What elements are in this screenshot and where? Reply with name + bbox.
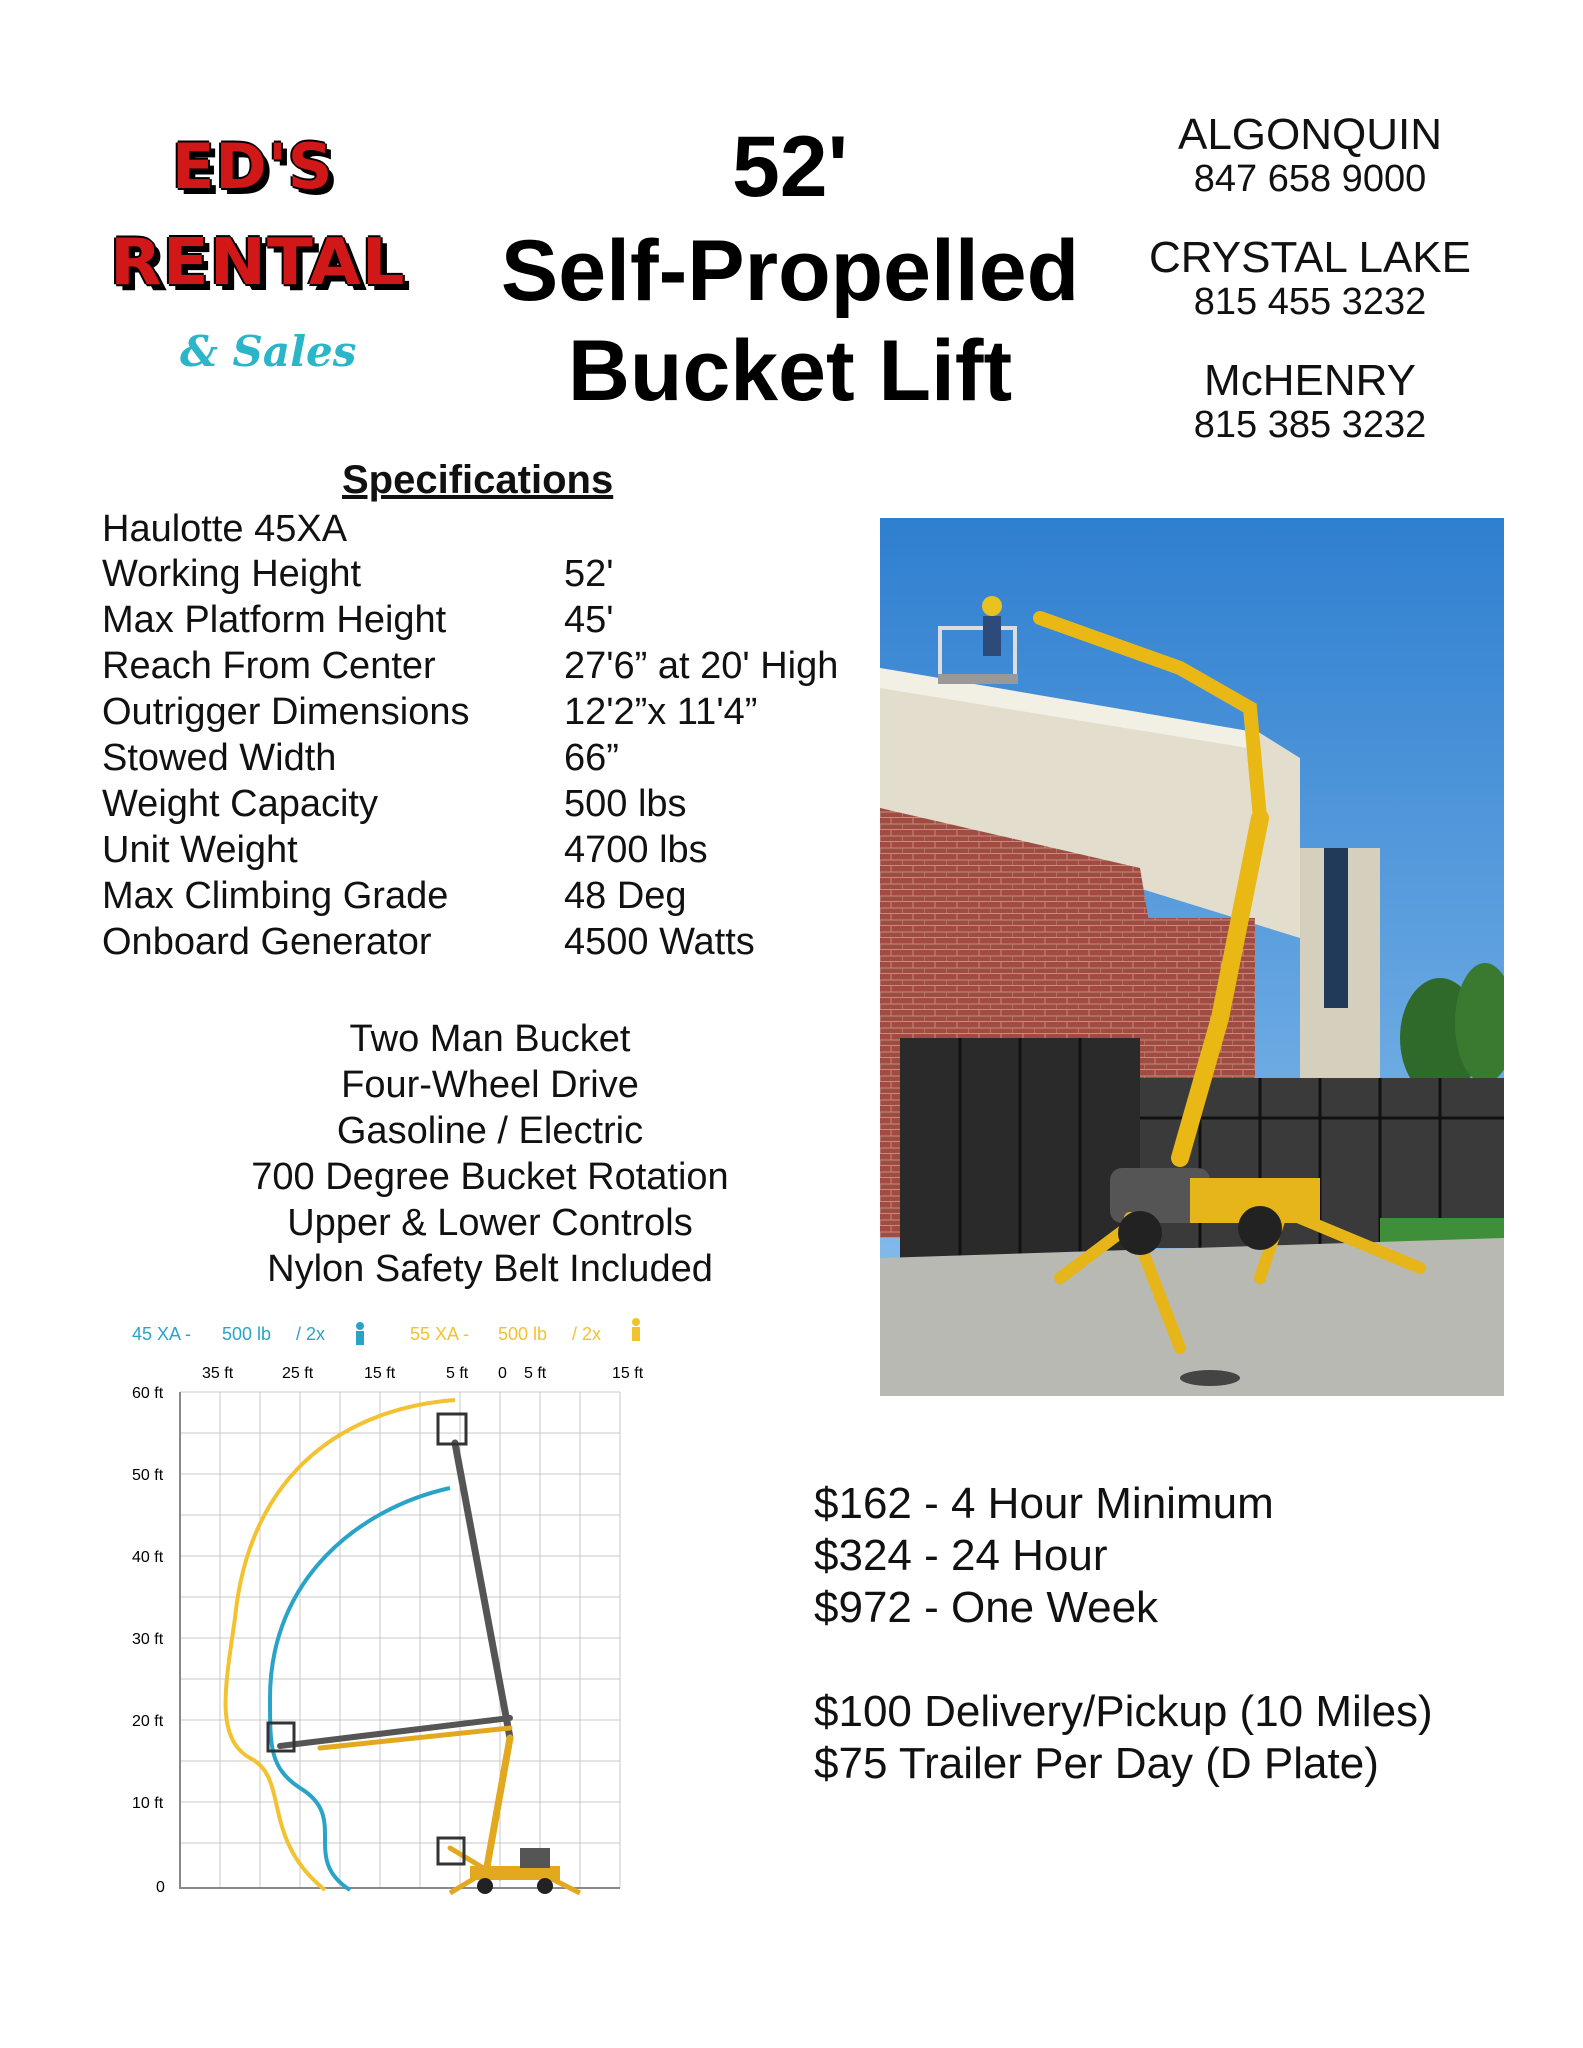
location-name: CRYSTAL LAKE [1149,233,1471,282]
location-name: McHENRY [1204,356,1416,405]
x-tick-label: 25 ft [282,1365,314,1382]
rental-rates [814,1478,1274,1634]
spec-label: Unit Weight [102,829,298,871]
spec-label: Weight Capacity [102,783,378,825]
spec-value: 4700 lbs [564,829,708,871]
location-algonquin [1120,112,1500,200]
y-tick-label: 0 [156,1879,165,1896]
feature-item: Two Man Bucket [349,1018,631,1060]
location-phone: 815 455 3232 [1193,281,1427,323]
fee-item: $100 Delivery/Pickup (10 Miles) [814,1687,1433,1736]
working-range-svg [120,1318,660,1912]
location-crystal-lake [1120,235,1500,323]
location-phone: 847 658 9000 [1193,158,1427,200]
spec-label: Stowed Width [102,737,337,779]
spec-value: 500 lbs [564,783,687,825]
grid [180,1392,620,1888]
spec-value: 4500 Watts [564,921,755,963]
spec-label: Outrigger Dimensions [102,691,470,733]
logo-rental-text: RENTAL [110,226,406,300]
title-height: 52' [731,119,849,215]
feature-item: Four-Wheel Drive [341,1064,639,1106]
legend-55xa-persons: / 2x [572,1324,602,1344]
spec-row [102,829,838,875]
x-tick-label: 35 ft [202,1365,234,1382]
spec-value: 66” [564,737,619,779]
feature-item: 700 Degree Bucket Rotation [251,1156,729,1198]
lift-photo-illustration [880,518,1504,1396]
rate-item: $972 - One Week [814,1583,1159,1632]
rate-item: $162 - 4 Hour Minimum [814,1479,1274,1528]
spec-value: 27'6” at 20' High [564,645,839,687]
spec-row [102,645,838,691]
y-tick-label: 10 ft [132,1795,164,1812]
y-tick-label: 20 ft [132,1713,164,1730]
specifications-heading: Specifications [342,458,614,502]
y-tick-label: 60 ft [132,1385,164,1402]
fee-item: $75 Trailer Per Day (D Plate) [814,1739,1379,1788]
x-tick-label: 15 ft [364,1365,396,1382]
legend-45xa-load: 500 lb [222,1324,272,1344]
basket-icon [438,1414,466,1444]
x-tick-label: 5 ft [524,1365,547,1382]
spec-row [102,875,838,921]
spec-label: Onboard Generator [102,921,432,963]
y-tick-label: 40 ft [132,1549,164,1566]
spec-label: Working Height [102,553,362,595]
spec-row [102,921,838,967]
spec-label: Max Platform Height [102,599,447,641]
title-type: Self-Propelled [500,223,1080,319]
feature-list [200,1016,780,1292]
rate-item: $324 - 24 Hour [814,1531,1108,1580]
location-name: ALGONQUIN [1177,110,1443,159]
legend-45xa-model: 45 XA - [132,1324,192,1344]
spec-label: Reach From Center [102,645,436,687]
y-tick-label: 50 ft [132,1467,164,1484]
person-icon [356,1322,364,1345]
title-product: Bucket Lift [567,323,1013,419]
x-tick-label: 0 [498,1365,507,1382]
feature-item: Gasoline / Electric [336,1110,644,1152]
envelope-45xa [270,1488,450,1890]
additional-fees [814,1686,1433,1790]
legend-55xa-load: 500 lb [498,1324,548,1344]
x-tick-label: 5 ft [446,1365,469,1382]
logo-eds-text: ED'S [172,130,334,203]
feature-item: Upper & Lower Controls [287,1202,693,1244]
location-phone: 815 385 3232 [1193,404,1427,446]
location-mchenry [1120,358,1500,446]
spec-value: 48 Deg [564,875,687,917]
spec-row [102,691,838,737]
spec-value: 52' [564,553,614,595]
x-tick-label: 15 ft [612,1365,644,1382]
lift-photo [880,518,1504,1396]
model-name: Haulotte 45XA [102,508,348,550]
legend-55xa-model: 55 XA - [410,1324,470,1344]
spec-value: 45' [564,599,614,641]
spec-row [102,783,838,829]
spec-row [102,553,838,599]
spec-row [102,599,838,645]
feature-item: Nylon Safety Belt Included [267,1248,713,1290]
legend-45xa-persons: / 2x [296,1324,326,1344]
logo-sales-text: & Sales [180,327,357,376]
spec-value: 12'2”x 11'4” [564,691,758,733]
working-range-diagram [120,1318,660,1912]
person-icon [632,1318,640,1341]
spec-row [102,737,838,783]
spec-label: Max Climbing Grade [102,875,449,917]
y-tick-label: 30 ft [132,1631,164,1648]
spec-table [102,553,838,967]
